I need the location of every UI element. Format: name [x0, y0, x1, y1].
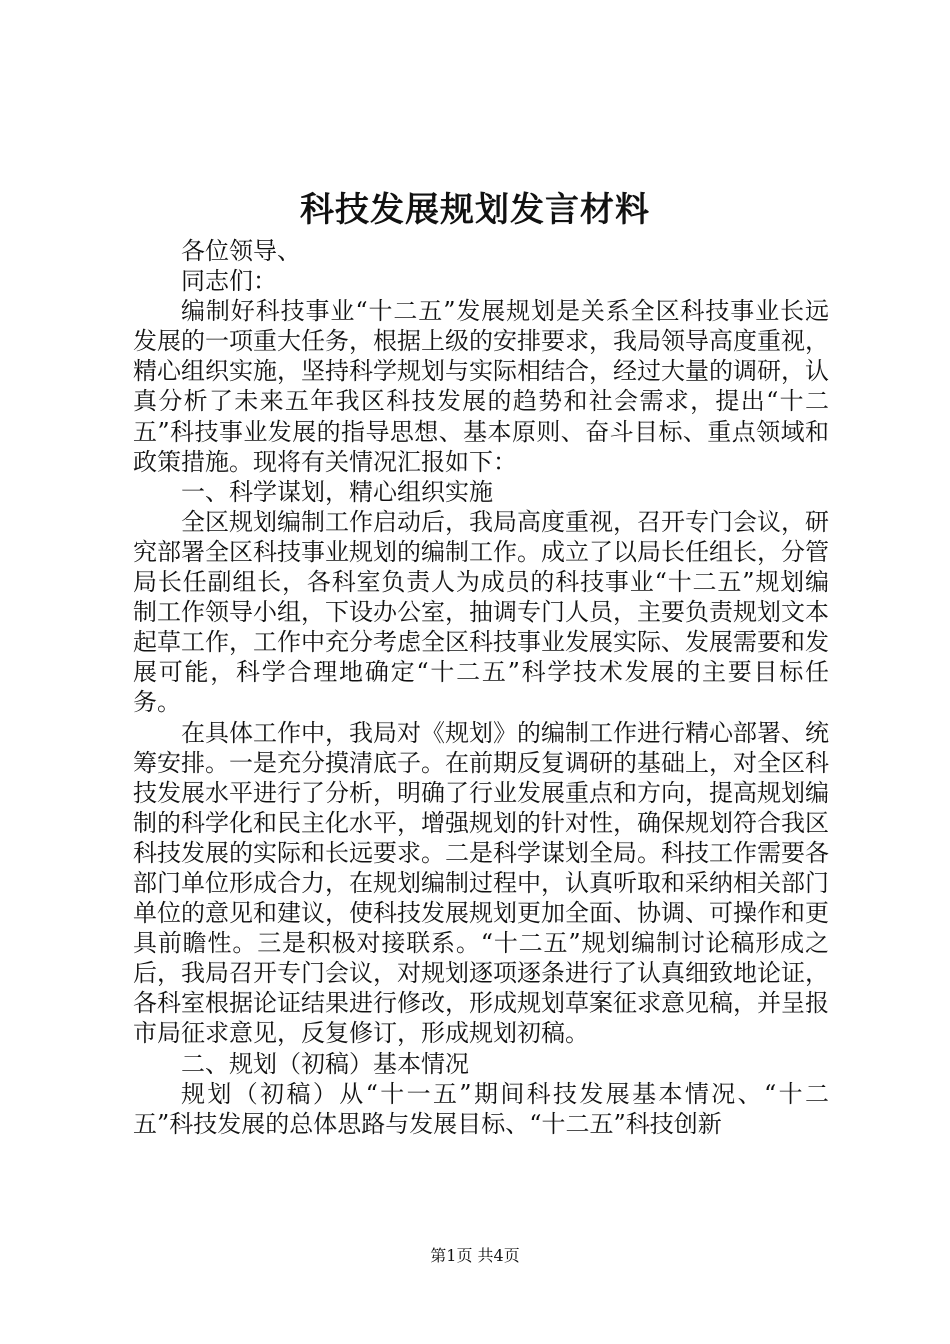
section-heading-1: 一、科学谋划，精心组织实施	[181, 477, 493, 506]
document-body	[133, 236, 829, 1139]
paragraph-intro: 编制好科技事业“十二五”发展规划是关系全区科技事业长远发展的一项重大任务，根据上级的安排要求，我局领导高度重视，精心组织实施，坚持科学规划与实际相结合，经过大量的调研，认真分析了未来五年我区科技发展的趋势和社会需求，提出“十二五”科技事业发展的指导思想、基本原则、奋斗目标、重点领域和政策措施。现将有关情况汇报如下：	[133, 297, 829, 476]
salutation-leaders: 各位领导、	[181, 237, 301, 265]
document-title: 科技发展规划发言材料	[300, 190, 650, 230]
paragraph-section-1-b: 在具体工作中，我局对《规划》的编制工作进行精心部署、统筹安排。一是充分摸清底子。在前期反复调研的基础上，对全区科技发展水平进行了分析，明确了行业发展重点和方向，提高规划编制的科学化和民主化水平，增强规划的针对性，确保规划符合我区科技发展的实际和长远要求。二是科学谋划全局。科技工作需要各部门单位形成合力，在规划编制过程中，认真听取和采纳相关部门单位的意见和建议，使科技发展规划更加全面、协调、可操作和更具前瞻性。三是积极对接联系。“十二五”规划编制讨论稿形成之后，我局召开专门会议，对规划逐项逐条进行了认真细致地论证，各科室根据论证结果进行修改，形成规划草案征求意见稿，并呈报市局征求意见，反复修订，形成规划初稿。	[133, 718, 829, 1048]
salutation-comrades: 同志们：	[181, 267, 277, 296]
paragraph-section-1-a: 全区规划编制工作启动后，我局高度重视，召开专门会议，研究部署全区科技事业规划的编制工作。成立了以局长任组长，分管局长任副组长，各科室负责人为成员的科技事业“十二五”规划编制工作领导小组，下设办公室，抽调专门人员，主要负责规划文本起草工作，工作中充分考虑全区科技事业发展实际、发展需要和发展可能，科学合理地确定“十二五”科学技术发展的主要目标任务。	[133, 507, 829, 717]
section-heading-2: 二、规划（初稿）基本情况	[181, 1049, 469, 1078]
page-number-footer: 第1页 共4页	[430, 1246, 520, 1265]
paragraph-section-2-a: 规划（初稿）从“十一五”期间科技发展基本情况、“十二五”科技发展的总体思路与发展目标、“十二五”科技创新	[133, 1079, 829, 1138]
